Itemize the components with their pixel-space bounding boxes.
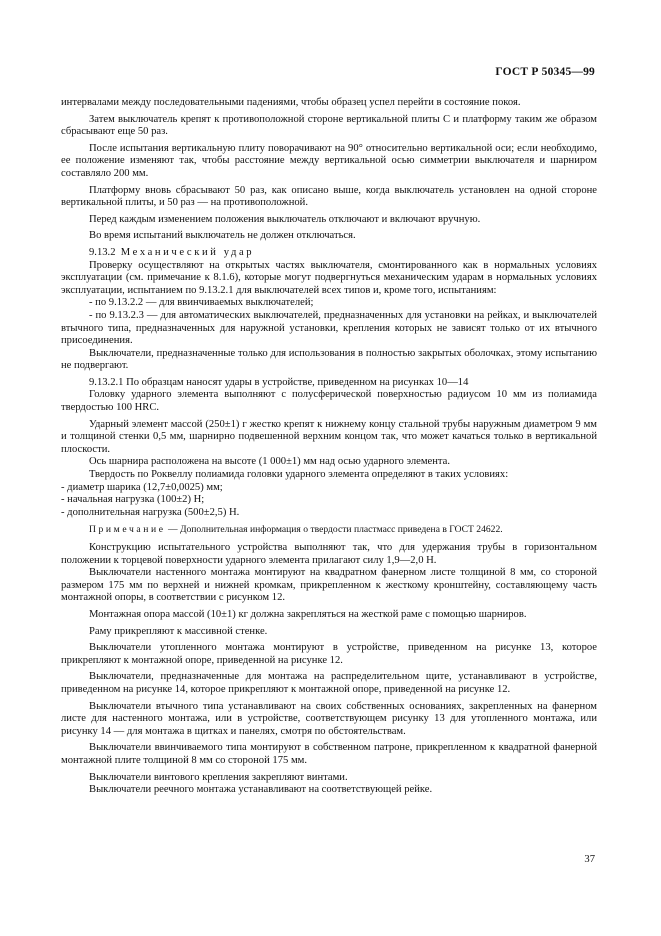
paragraph: Выключатели утопленного монтажа монтируют в устройстве, приведенном на рисунке 13, которое прикрепляют к монтажной опоре, приведенной на рисунке 12.	[61, 642, 597, 666]
paragraph: Перед каждым изменением положения выключатель отключают и включают вручную.	[89, 213, 481, 225]
paragraph: Выключатели ввинчиваемого типа монтируют в собственном патроне, прикрепленном к квадратной фанерной монтажной плите толщиной 8 мм со стороной 175 мм.	[61, 742, 597, 766]
paragraph: Выключатели винтового крепления закрепляют винтами.	[89, 771, 348, 783]
section-title: Механический удар	[120, 246, 255, 258]
note	[61, 524, 597, 537]
paragraph: Выключатели, предназначенные только для использования в полностью закрытых оболочках, этому испытанию не подвергают.	[61, 347, 597, 372]
section-heading	[61, 247, 597, 260]
paragraph: Монтажная опора массой (10±1) кг должна закрепляться на жесткой раме с помощью шарниров.	[89, 608, 527, 620]
list-item: - по 9.13.2.3 — для автоматических выключателей, предназначенных для установки на рейках, и выключателей втычного типа, предназначенных для наружной установки, крепления которых не зависят только от их втычного присоединения.	[61, 309, 597, 347]
paragraph: Выключатели реечного монтажа устанавливают на соответствующей рейке.	[89, 784, 433, 796]
paragraph: Во время испытаний выключатель не должен отключаться.	[89, 230, 356, 242]
paragraph: Выключатели настенного монтажа монтируют на квадратном фанерном листе толщиной 8 мм, со стороной размером 175 мм по верхней и нижней кромкам, прикрепленном к жесткому кронштейну, составляющему часть монтажной опоры, в соответствии с рисунком 12.	[61, 567, 597, 604]
paragraph: интервалами между последовательными падениями, чтобы образец успел перейти в состояние покоя.	[61, 97, 521, 108]
paragraph: Платформу вновь сбрасывают 50 раз, как описано выше, когда выключатель установлен на одной стороне вертикальной плиты, и 50 раз — на противоположной.	[61, 184, 597, 209]
list-item: - диаметр шарика (12,7±0,0025) мм;	[61, 481, 223, 493]
list-item: - по 9.13.2.2 — для ввинчиваемых выключателей;	[89, 297, 314, 309]
paragraph: Ось шарнира расположена на высоте (1 000±1) мм над осью ударного элемента.	[89, 456, 451, 468]
document-body	[61, 97, 597, 797]
paragraph: 9.13.2.1 По образцам наносят удары в устройстве, приведенном на рисунках 10—14	[89, 376, 469, 388]
paragraph: Выключатели втычного типа устанавливают на своих собственных основаниях, закрепленных на фанерном листе для настенного монтажа, или в устройстве, соответствующем рисунку 13 для утопленного монтажа, или рисунку 14 — для монтажа в щитках и панелях, смотря по обстоятельствам.	[61, 700, 597, 737]
paragraph: Затем выключатель крепят к противоположной стороне вертикальной плиты C и платформу таким же образом сбрасывают еще 50 раз.	[61, 113, 597, 138]
paragraph: После испытания вертикальную плиту поворачивают на 90° относительно вертикальной оси; если необходимо, ее положение изменяют так, чтобы расстояние между вертикальной осью симметрии выключателя и шарниром составляло 200 мм.	[61, 142, 597, 179]
paragraph: Конструкцию испытательного устройства выполняют так, что для удержания трубы в горизонтальном положении к торцевой поверхности ударного элемента прилагают силу 1,9—2,0 Н.	[61, 542, 597, 566]
paragraph: Раму прикрепляют к массивной стенке.	[89, 625, 268, 637]
list-item: - дополнительная нагрузка (500±2,5) Н.	[61, 506, 240, 518]
page-number: 37	[584, 854, 595, 865]
note-text: — Дополнительная информация о твердости пластмасс приведена в ГОСТ 24622.	[165, 524, 503, 536]
paragraph: Ударный элемент массой (250±1) г жестко крепят к нижнему концу стальной трубы наружным диаметром 9 мм и толщиной стенки 0,5 мм, шарнирно подвешенной верхним концом так, что может качаться только в вертикальной плоскости.	[61, 418, 597, 455]
paragraph: Проверку осуществляют на открытых частях выключателя, смонтированного как в нормальных условиях эксплуатации (см. примечание к 8.1.6), которые могут подвергнуться механическим ударам в нормальных условиях эксплуатации, испытанием по 9.13.2.1 для выключателей всех типов и, кроме того, испытаниям:	[61, 259, 597, 296]
list-item: - начальная нагрузка (100±2) Н;	[61, 494, 205, 506]
paragraph: Выключатели, предназначенные для монтажа на распределительном щите, устанавливают в устройстве, приведенном на рисунке 14, которое прикрепляют к монтажной опоре, приведенной на рисунке 12.	[61, 671, 597, 695]
note-label: Примечание	[89, 524, 166, 536]
paragraph: Твердость по Роквеллу полиамида головки ударного элемента определяют в таких условиях:	[89, 469, 509, 481]
section-number: 9.13.2	[89, 246, 116, 258]
paragraph: Головку ударного элемента выполняют с полусферической поверхностью радиусом 10 мм из полиамида твердостью 100 HRC.	[61, 389, 597, 414]
document-header: ГОСТ Р 50345—99	[495, 66, 595, 78]
